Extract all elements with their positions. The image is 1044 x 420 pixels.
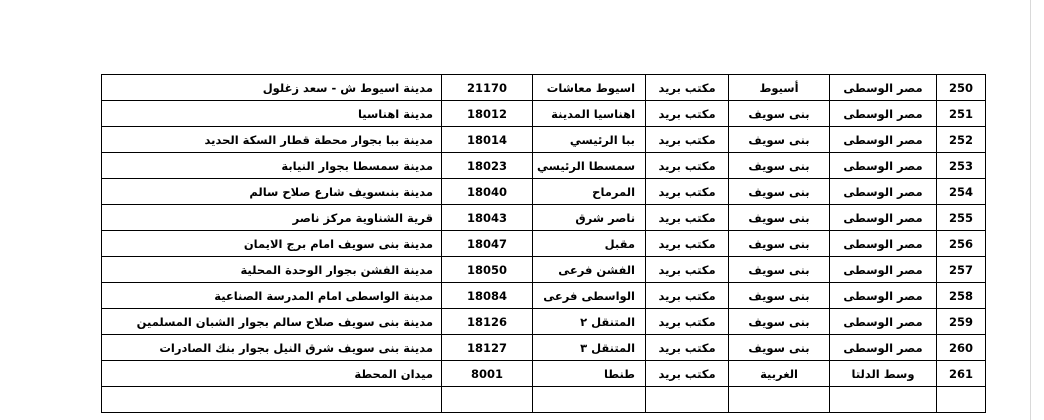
table-row <box>102 231 986 257</box>
address-cell: مدينة بنىسويف شارع صلاح سالم <box>102 179 442 205</box>
office-name-cell: المتنقل ٣ <box>533 335 646 361</box>
office-type-cell: مكتب بريد <box>646 361 729 387</box>
postal-code-cell: 18047 <box>442 231 533 257</box>
row-number-cell: 254 <box>937 179 986 205</box>
row-number-cell: 250 <box>937 75 986 101</box>
postal-code-cell: 18012 <box>442 101 533 127</box>
governorate-cell: الغربية <box>729 361 830 387</box>
table-row <box>102 309 986 335</box>
row-number-cell: 260 <box>937 335 986 361</box>
office-name-cell: الواسطى فرعى <box>533 283 646 309</box>
postal-code-cell: 18084 <box>442 283 533 309</box>
table-row <box>102 335 986 361</box>
postal-code-cell: 21170 <box>442 75 533 101</box>
office-type-cell: مكتب بريد <box>646 127 729 153</box>
office-name-cell <box>533 387 646 413</box>
office-type-cell: مكتب بريد <box>646 231 729 257</box>
address-cell: مدينة اسيوط ش - سعد زغلول <box>102 75 442 101</box>
office-name-cell: مقبل <box>533 231 646 257</box>
row-number-cell: 261 <box>937 361 986 387</box>
row-number-cell: 253 <box>937 153 986 179</box>
row-number-cell: 252 <box>937 127 986 153</box>
governorate-cell: بنى سويف <box>729 283 830 309</box>
office-type-cell: مكتب بريد <box>646 257 729 283</box>
office-type-cell: مكتب بريد <box>646 309 729 335</box>
governorate-cell: بنى سويف <box>729 179 830 205</box>
table-row <box>102 361 986 387</box>
table-row <box>102 179 986 205</box>
table-row <box>102 387 986 413</box>
office-type-cell: مكتب بريد <box>646 101 729 127</box>
office-type-cell: مكتب بريد <box>646 153 729 179</box>
office-type-cell: مكتب بريد <box>646 205 729 231</box>
postal-code-cell: 18126 <box>442 309 533 335</box>
governorate-cell: بنى سويف <box>729 335 830 361</box>
address-cell: مدينة الواسطى امام المدرسة الصناعية <box>102 283 442 309</box>
region-cell: مصر الوسطى <box>830 101 937 127</box>
region-cell: مصر الوسطى <box>830 75 937 101</box>
postal-code-cell <box>442 387 533 413</box>
table-row <box>102 75 986 101</box>
region-cell: مصر الوسطى <box>830 257 937 283</box>
table-row <box>102 127 986 153</box>
office-name-cell: المتنقل ٢ <box>533 309 646 335</box>
office-name-cell: الفشن فرعى <box>533 257 646 283</box>
office-name-cell: طنطا <box>533 361 646 387</box>
postal-code-cell: 18023 <box>442 153 533 179</box>
governorate-cell: بنى سويف <box>729 101 830 127</box>
governorate-cell: بنى سويف <box>729 127 830 153</box>
table-row <box>102 101 986 127</box>
governorate-cell: بنى سويف <box>729 153 830 179</box>
page-edge-line <box>1030 0 1031 420</box>
row-number-cell <box>937 387 986 413</box>
governorate-cell: بنى سويف <box>729 205 830 231</box>
region-cell: وسط الدلتا <box>830 361 937 387</box>
row-number-cell: 257 <box>937 257 986 283</box>
governorate-cell: بنى سويف <box>729 257 830 283</box>
address-cell: مدينة بنى سويف شرق النيل بجوار بنك الصادرات <box>102 335 442 361</box>
address-cell: ميدان المحطة <box>102 361 442 387</box>
office-type-cell <box>646 387 729 413</box>
office-name-cell: ناصر شرق <box>533 205 646 231</box>
address-cell: قرية الشناوية مركز ناصر <box>102 205 442 231</box>
region-cell: مصر الوسطى <box>830 231 937 257</box>
governorate-cell: أسيوط <box>729 75 830 101</box>
office-type-cell: مكتب بريد <box>646 335 729 361</box>
row-number-cell: 259 <box>937 309 986 335</box>
postal-code-cell: 18050 <box>442 257 533 283</box>
row-number-cell: 251 <box>937 101 986 127</box>
office-name-cell: اهناسيا المدينة <box>533 101 646 127</box>
governorate-cell: بنى سويف <box>729 231 830 257</box>
region-cell: مصر الوسطى <box>830 179 937 205</box>
postal-code-cell: 18127 <box>442 335 533 361</box>
postal-code-cell: 8001 <box>442 361 533 387</box>
office-name-cell: ببا الرئيسي <box>533 127 646 153</box>
table-row <box>102 153 986 179</box>
governorate-cell: بنى سويف <box>729 309 830 335</box>
office-type-cell: مكتب بريد <box>646 75 729 101</box>
region-cell: مصر الوسطى <box>830 309 937 335</box>
postal-code-cell: 18043 <box>442 205 533 231</box>
region-cell: مصر الوسطى <box>830 153 937 179</box>
post-offices-table <box>101 74 986 413</box>
address-cell: مدينة الفشن بجوار الوحدة المحلية <box>102 257 442 283</box>
office-name-cell: سمسطا الرئيسي <box>533 153 646 179</box>
postal-code-cell: 18040 <box>442 179 533 205</box>
postal-code-cell: 18014 <box>442 127 533 153</box>
office-name-cell: المرماح <box>533 179 646 205</box>
table-body <box>102 75 986 413</box>
region-cell: مصر الوسطى <box>830 283 937 309</box>
office-type-cell: مكتب بريد <box>646 283 729 309</box>
region-cell <box>830 387 937 413</box>
address-cell <box>102 387 442 413</box>
region-cell: مصر الوسطى <box>830 335 937 361</box>
office-type-cell: مكتب بريد <box>646 179 729 205</box>
address-cell: مدينة بنى سويف امام برج الايمان <box>102 231 442 257</box>
row-number-cell: 258 <box>937 283 986 309</box>
address-cell: مدينة سمسطا بجوار النيابة <box>102 153 442 179</box>
table-row <box>102 257 986 283</box>
region-cell: مصر الوسطى <box>830 205 937 231</box>
address-cell: مدينة بنى سويف صلاح سالم بجوار الشبان المسلمين <box>102 309 442 335</box>
address-cell: مدينة اهناسيا <box>102 101 442 127</box>
address-cell: مدينة ببا بجوار محطة قطار السكة الحديد <box>102 127 442 153</box>
row-number-cell: 255 <box>937 205 986 231</box>
row-number-cell: 256 <box>937 231 986 257</box>
governorate-cell <box>729 387 830 413</box>
table-row <box>102 283 986 309</box>
table-row <box>102 205 986 231</box>
region-cell: مصر الوسطى <box>830 127 937 153</box>
office-name-cell: اسيوط معاشات <box>533 75 646 101</box>
